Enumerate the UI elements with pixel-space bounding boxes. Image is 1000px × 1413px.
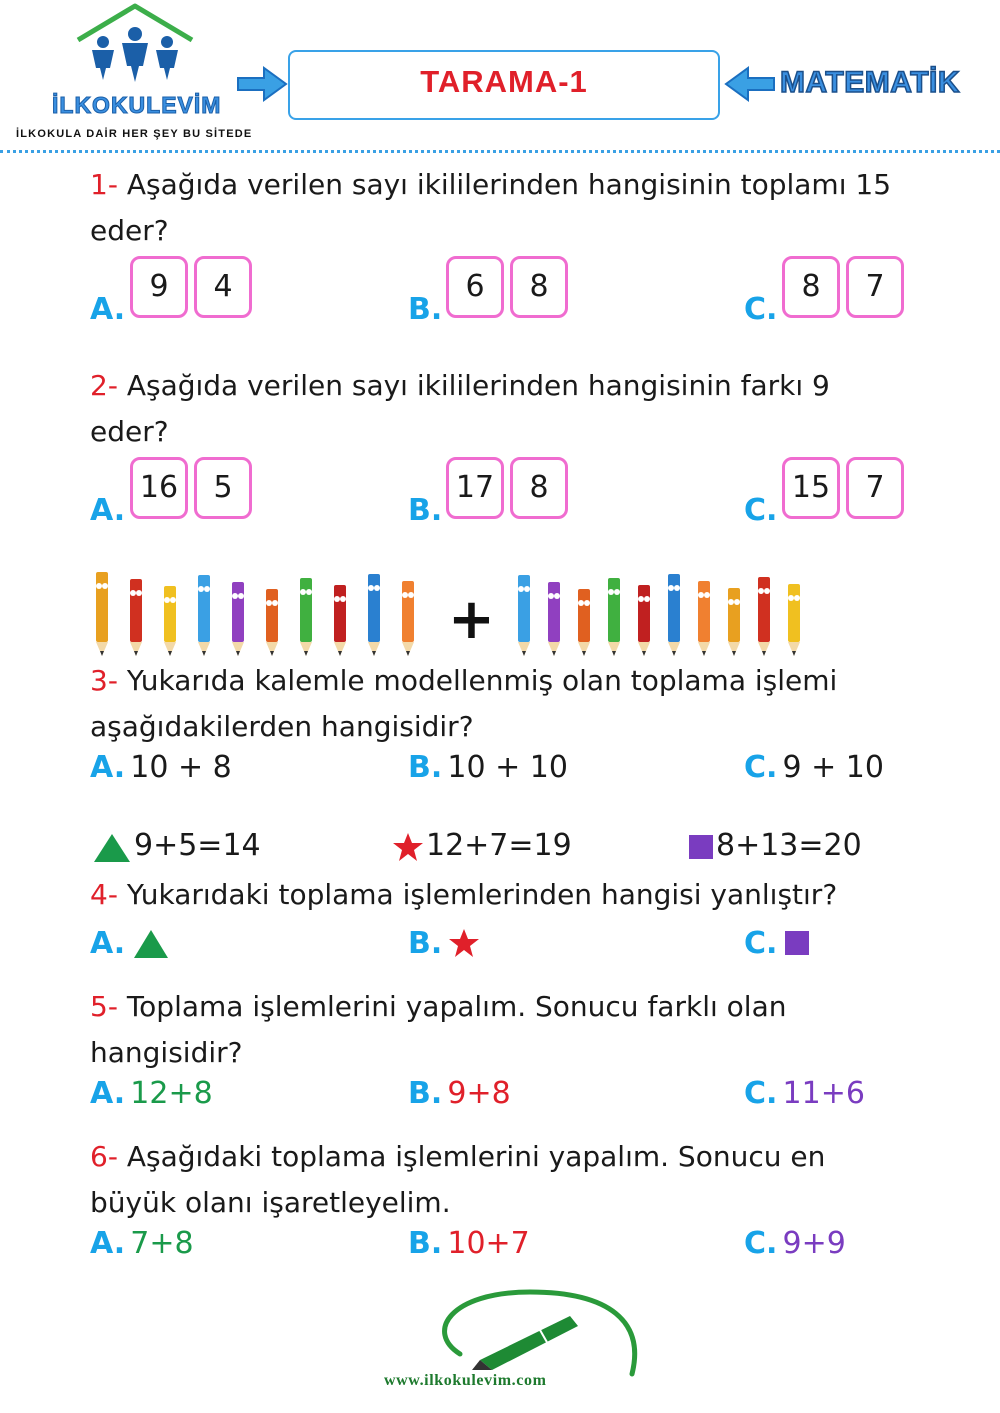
question-3 <box>90 658 910 750</box>
pencil-icon <box>548 582 560 656</box>
option-label: A. <box>90 1076 126 1111</box>
number-box: 6 <box>446 256 504 318</box>
pen-logo-icon <box>420 1282 650 1382</box>
option-text: 7+8 <box>130 1226 194 1261</box>
triangle-icon <box>92 832 132 864</box>
number-box: 5 <box>194 457 252 519</box>
option-b[interactable] <box>408 1226 530 1261</box>
pencil-icon <box>758 577 770 656</box>
option-label: C. <box>744 750 778 785</box>
option-label[interactable]: C. <box>744 292 778 327</box>
number-box: 16 <box>130 457 188 519</box>
arrow-right-icon <box>236 64 288 104</box>
option-text: 11+6 <box>782 1076 865 1111</box>
subject-label: MATEMATİK <box>780 66 961 99</box>
option-label: C. <box>744 1226 778 1261</box>
number-box: 7 <box>846 256 904 318</box>
question-text: Aşağıda verilen sayı ikililerinden hangisinin toplamı 15 eder? <box>90 168 892 247</box>
option-label: B. <box>408 1226 443 1261</box>
header-divider <box>0 150 1000 153</box>
pencil-icon <box>334 585 346 656</box>
option-b[interactable] <box>408 926 442 961</box>
question-number: 3- <box>90 664 118 697</box>
pencil-icon <box>518 575 530 656</box>
triangle-icon <box>132 928 170 960</box>
option-label: A. <box>90 750 126 785</box>
option-label[interactable]: C. <box>744 493 778 528</box>
option-label[interactable]: A. <box>90 493 126 528</box>
question-text: Aşağıda verilen sayı ikililerinden hangisinin farkı 9 eder? <box>90 369 830 448</box>
option-label: A. <box>90 1226 126 1261</box>
number-box: 9 <box>130 256 188 318</box>
option-c[interactable] <box>744 1226 846 1261</box>
option-label: A. <box>90 926 126 961</box>
option-c[interactable] <box>744 750 884 785</box>
option-label[interactable]: A. <box>90 292 126 327</box>
arrow-left-icon <box>724 64 776 104</box>
question-number: 2- <box>90 369 118 402</box>
question-number: 4- <box>90 878 118 911</box>
option-a[interactable] <box>90 750 232 785</box>
number-box: 8 <box>782 256 840 318</box>
logo-house-icon <box>70 2 200 87</box>
option-c[interactable] <box>744 926 777 961</box>
option-label: B. <box>408 1076 443 1111</box>
pencil-icon <box>266 589 278 656</box>
pencil-icon <box>608 578 620 656</box>
option-text: 10+7 <box>447 1226 530 1261</box>
option-text: 12+8 <box>130 1076 213 1111</box>
pencil-icon <box>698 581 710 656</box>
question-text: Toplama işlemlerini yapalım. Sonucu farklı olan hangisidir? <box>90 990 787 1069</box>
equation-star: 12+7=19 <box>426 828 572 863</box>
question-number: 6- <box>90 1140 118 1173</box>
pencil-icon <box>638 585 650 656</box>
question-text: Aşağıdaki toplama işlemlerini yapalım. Sonucu en büyük olanı işaretleyelim. <box>90 1140 826 1219</box>
option-c[interactable] <box>744 1076 865 1111</box>
option-b[interactable] <box>408 1076 511 1111</box>
option-text: 9+9 <box>782 1226 846 1261</box>
question-text: Yukarıda kalemle modellenmiş olan toplama işlemi aşağıdakilerden hangisidir? <box>90 664 838 743</box>
square-icon <box>688 834 714 860</box>
title-box <box>288 50 720 120</box>
option-text: 10 + 8 <box>130 750 232 785</box>
question-2 <box>90 363 910 455</box>
pencil-icon <box>788 584 800 656</box>
pencil-icon <box>130 579 142 656</box>
pencil-icon <box>300 578 312 656</box>
equation-square: 8+13=20 <box>716 828 862 863</box>
option-b[interactable] <box>408 750 568 785</box>
pencil-icon <box>232 582 244 656</box>
square-icon <box>784 930 810 956</box>
number-box: 8 <box>510 256 568 318</box>
option-a[interactable] <box>90 1226 194 1261</box>
pencil-icon <box>402 581 414 656</box>
star-icon <box>392 832 424 862</box>
question-number: 5- <box>90 990 118 1023</box>
page-title: TARAMA-1 <box>420 64 588 99</box>
option-text: 9+8 <box>447 1076 511 1111</box>
option-label[interactable]: B. <box>408 292 443 327</box>
question-4 <box>90 872 910 918</box>
pencil-icon <box>198 575 210 656</box>
pencil-icon <box>96 572 108 656</box>
star-icon <box>448 928 480 958</box>
option-text: 9 + 10 <box>782 750 884 785</box>
logo-name: İLKOKULEVİM <box>52 92 222 118</box>
question-6 <box>90 1134 910 1226</box>
logo-tagline: İLKOKULA DAİR HER ŞEY BU SİTEDE <box>16 128 253 140</box>
pencil-icon <box>728 588 740 656</box>
equation-triangle: 9+5=14 <box>134 828 261 863</box>
number-box: 7 <box>846 457 904 519</box>
question-text: Yukarıdaki toplama işlemlerinden hangisi yanlıştır? <box>126 878 838 911</box>
option-a[interactable] <box>90 926 125 961</box>
number-box: 15 <box>782 457 840 519</box>
question-number: 1- <box>90 168 118 201</box>
pencil-icon <box>578 589 590 656</box>
option-label: C. <box>744 1076 778 1111</box>
question-1 <box>90 162 910 254</box>
plus-sign: + <box>448 587 495 652</box>
pencil-icon <box>668 574 680 656</box>
number-box: 4 <box>194 256 252 318</box>
option-a[interactable] <box>90 1076 213 1111</box>
number-box: 17 <box>446 457 504 519</box>
option-text: 10 + 10 <box>447 750 568 785</box>
pencil-icon <box>368 574 380 656</box>
pencil-icon <box>164 586 176 656</box>
option-label[interactable]: B. <box>408 493 443 528</box>
option-label: B. <box>408 926 443 961</box>
number-box: 8 <box>510 457 568 519</box>
question-5 <box>90 984 910 1076</box>
footer-url[interactable]: www.ilkokulevim.com <box>384 1372 547 1389</box>
option-label: C. <box>744 926 778 961</box>
option-label: B. <box>408 750 443 785</box>
